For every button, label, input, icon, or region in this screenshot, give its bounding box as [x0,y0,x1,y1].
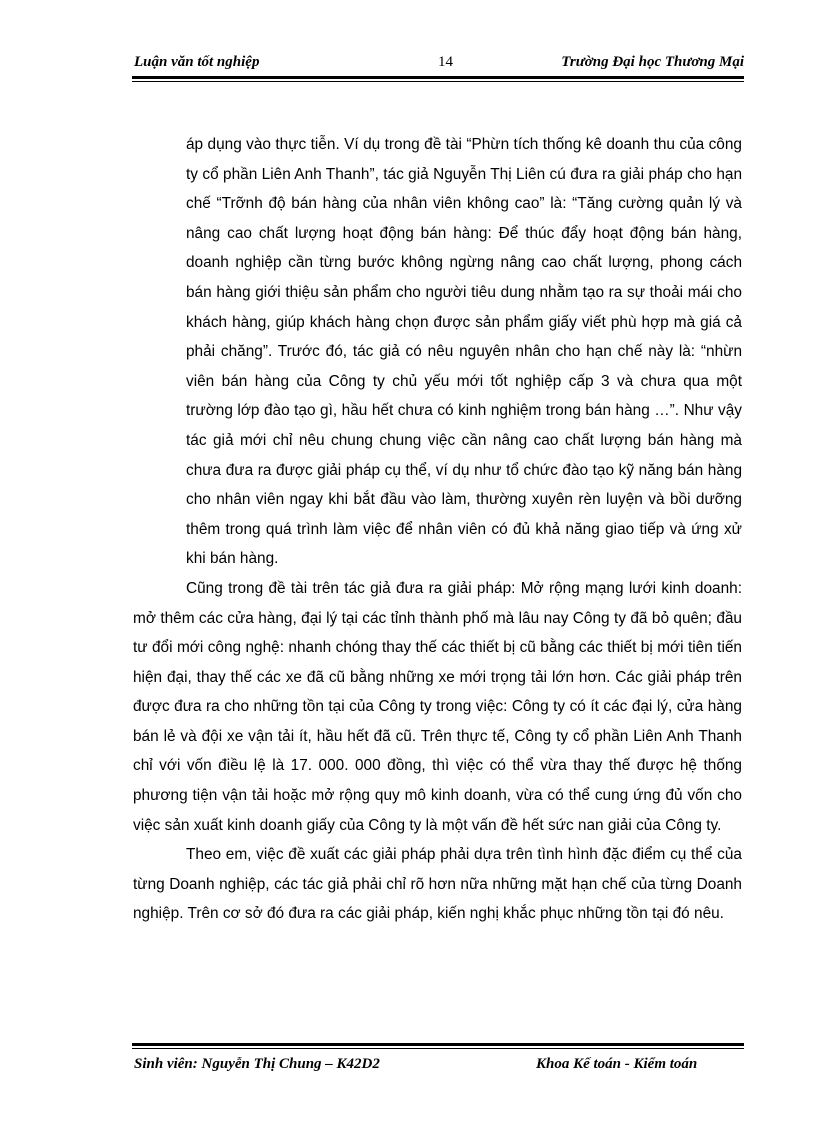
paragraph-3: Theo em, việc đề xuất các giải pháp phải dựa trên tình hình đặc điểm cụ thể của từng Doanh nghiệp, các tác giả phải chỉ rõ hơn nữa những mặt hạn chế của từng Doanh nghiệp. Trên cơ sở đó đưa ra các giải pháp, kiến nghị khắc phục những tồn tại đó nêu. [133,846,742,923]
footer-rule-thick [132,1043,744,1046]
body-text [133,130,742,929]
footer-department: Khoa Kế toán - Kiểm toán [536,1056,698,1072]
footer-student-name: Sinh viên: Nguyễn Thị Chung – K42D2 [134,1056,380,1072]
paragraph-2: Cũng trong đề tài trên tác giả đưa ra giải pháp: Mở rộng mạng lưới kinh doanh: mở thêm các cửa hàng, đại lý tại các tỉnh thành phố mà lâu nay Công ty đã bỏ quên; đầu tư đổi mới công nghệ: nhanh chóng thay thế các thiết bị cũ bằng các thiết bị mới tiên tiến hiện đại, thay thế các xe đã cũ bằng những xe mới trọng tải lớn hơn. Các giải pháp trên được đưa ra cho những tồn tại của Công ty trong việc: Công ty có ít các đại lý, cửa hàng bán lẻ và đội xe vận tải ít, hầu hết đã cũ. Trên thực tế, Công ty cổ phần Liên Anh Thanh chỉ với vốn điều lệ là 17. 000. 000 đồng, thì việc có thể vừa thay thế được hệ thống phương tiện vận tải hoặc mở rộng quy mô kinh doanh, vừa có thể cung ứng đủ vốn cho việc sản xuất kinh doanh giấy của Công ty là một vấn đề hết sức nan giải của Công ty. [133,579,742,834]
header-university-name: Trường Đại học Thương Mại [561,54,744,70]
header-thesis-label: Luận văn tốt nghiệp [134,54,260,70]
page-header [132,50,744,74]
footer-rule-thin [132,1048,744,1049]
page-number: 14 [438,54,453,70]
header-rule-thick [132,76,744,79]
paragraph-1: áp dụng vào thực tiễn. Ví dụ trong đề tài “Phừn tích thống kê doanh thu của công ty cổ phần Liên Anh Thanh”, tác giả Nguyễn Thị Liên cú đưa ra giải pháp cho hạn chế “Trỡnh độ bán hàng của nhân viên không cao” là: “Tăng cường quản lý và nâng cao chất lượng hoạt động bán hàng: Để thúc đẩy hoạt động bán hàng, doanh nghiệp cần từng bước không ngừng nâng cao chất lượng, phong cách bán hàng giới thiệu sản phẩm cho người tiêu dung nhằm tạo ra sự thoải mái cho khách hàng, giúp khách hàng chọn được sản phẩm giấy viết phù hợp mà giá cả phải chăng”. Trước đó, tác giả có nêu nguyên nhân cho hạn chế này là: “nhừn viên bán hàng của Công ty chủ yếu mới tốt nghiệp cấp 3 và chưa qua một trường lớp đào tạo gì, hầu hết chưa có kinh nghiệm trong bán hàng …”. Như vậy tác giả mới chỉ nêu chung chung việc cần nâng cao chất lượng bán hàng mà chưa đưa ra được giải pháp cụ thể, ví dụ như tổ chức đào tạo kỹ năng bán hàng cho nhân viên ngay khi bắt đầu vào làm, thường xuyên rèn luyện và bồi dưỡng thêm trong quá trình làm việc để nhân viên có đủ khả năng giao tiếp và ứng xử khi bán hàng. [186,136,742,568]
page-footer [132,1054,744,1078]
header-rule-thin [132,81,744,82]
